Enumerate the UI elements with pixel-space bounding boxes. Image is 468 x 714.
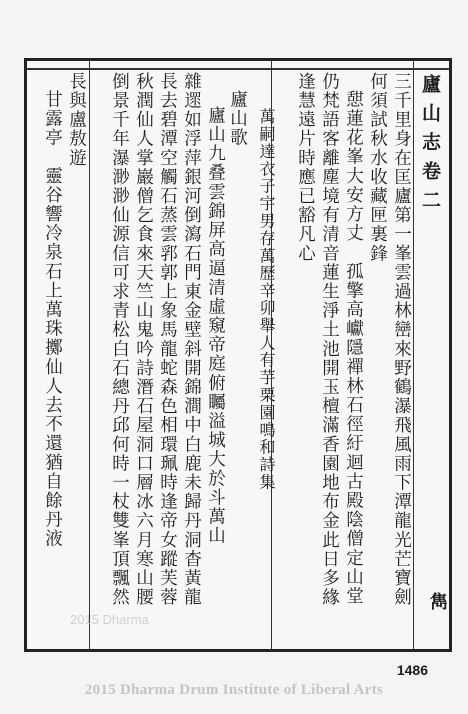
text-column-9: 雜遝如浮萍銀河倒瀉石門東金壁斜開錦澗中白鹿未歸丹洞杳黃龍 — [181, 72, 202, 607]
poem-title: 廬山歌 — [227, 90, 248, 148]
text-column-8: 廬山九叠雲錦屏高逼清虛窺帝庭俯矚溢城大於斗萬山 — [205, 106, 226, 546]
text-column-10: 長去碧潭空觸石蒸雲郛郭上象馬龍蛇森色相環珮時逢帝女蹤芙蓉 — [157, 72, 178, 607]
text-column-5: 逢慧遠片時應已豁凡心 — [295, 72, 316, 263]
side-title: 廬山志卷二 — [419, 74, 441, 219]
text-column-11: 秋潤仙人掌巖僧乞食來天竺山鬼吟詩潛石屋洞口層冰六月寒山腰 — [133, 72, 154, 607]
watermark-text: 2015 Dharma — [70, 612, 149, 627]
column-rule — [89, 60, 90, 650]
text-column-14: 甘露亭 靈谷響冷泉石上萬珠擲仙人去不還猶自餘丹液 — [42, 90, 63, 549]
text-column-13: 長與盧敖遊 — [66, 72, 87, 168]
text-column-4: 仍梵語客離塵境有清音蓮生淨土池開玉檀滿香園地布金此日多緣 — [319, 72, 340, 607]
column-rule — [413, 60, 414, 650]
footer-watermark: 2015 Dharma Drum Institute of Liberal Arts — [84, 682, 384, 698]
text-column-12: 倒景千年瀑渺渺仙源信可求青松白石總丹邱何時一杖雙峯頂飄然 — [109, 72, 130, 607]
text-column-3: 憇蓮花峯大安方丈 孤擎高巘隱禪林石徑紆迴古殿陰僧定山堂 — [343, 90, 364, 606]
text-column-6: 萬嗣達衣子宇男存萬歷辛卯舉人有芋栗園鳴和詩集 — [257, 108, 276, 491]
side-mark: 雋 — [427, 592, 448, 610]
text-column-2: 何須試秋水收藏匣裏鋒 — [367, 72, 388, 263]
page-number: 1486 — [396, 662, 428, 678]
text-column-1: 三千里身在匡廬第一峯雲過林巒來野鶴瀑飛風雨下潭龍光芒寶劍 — [391, 72, 412, 607]
